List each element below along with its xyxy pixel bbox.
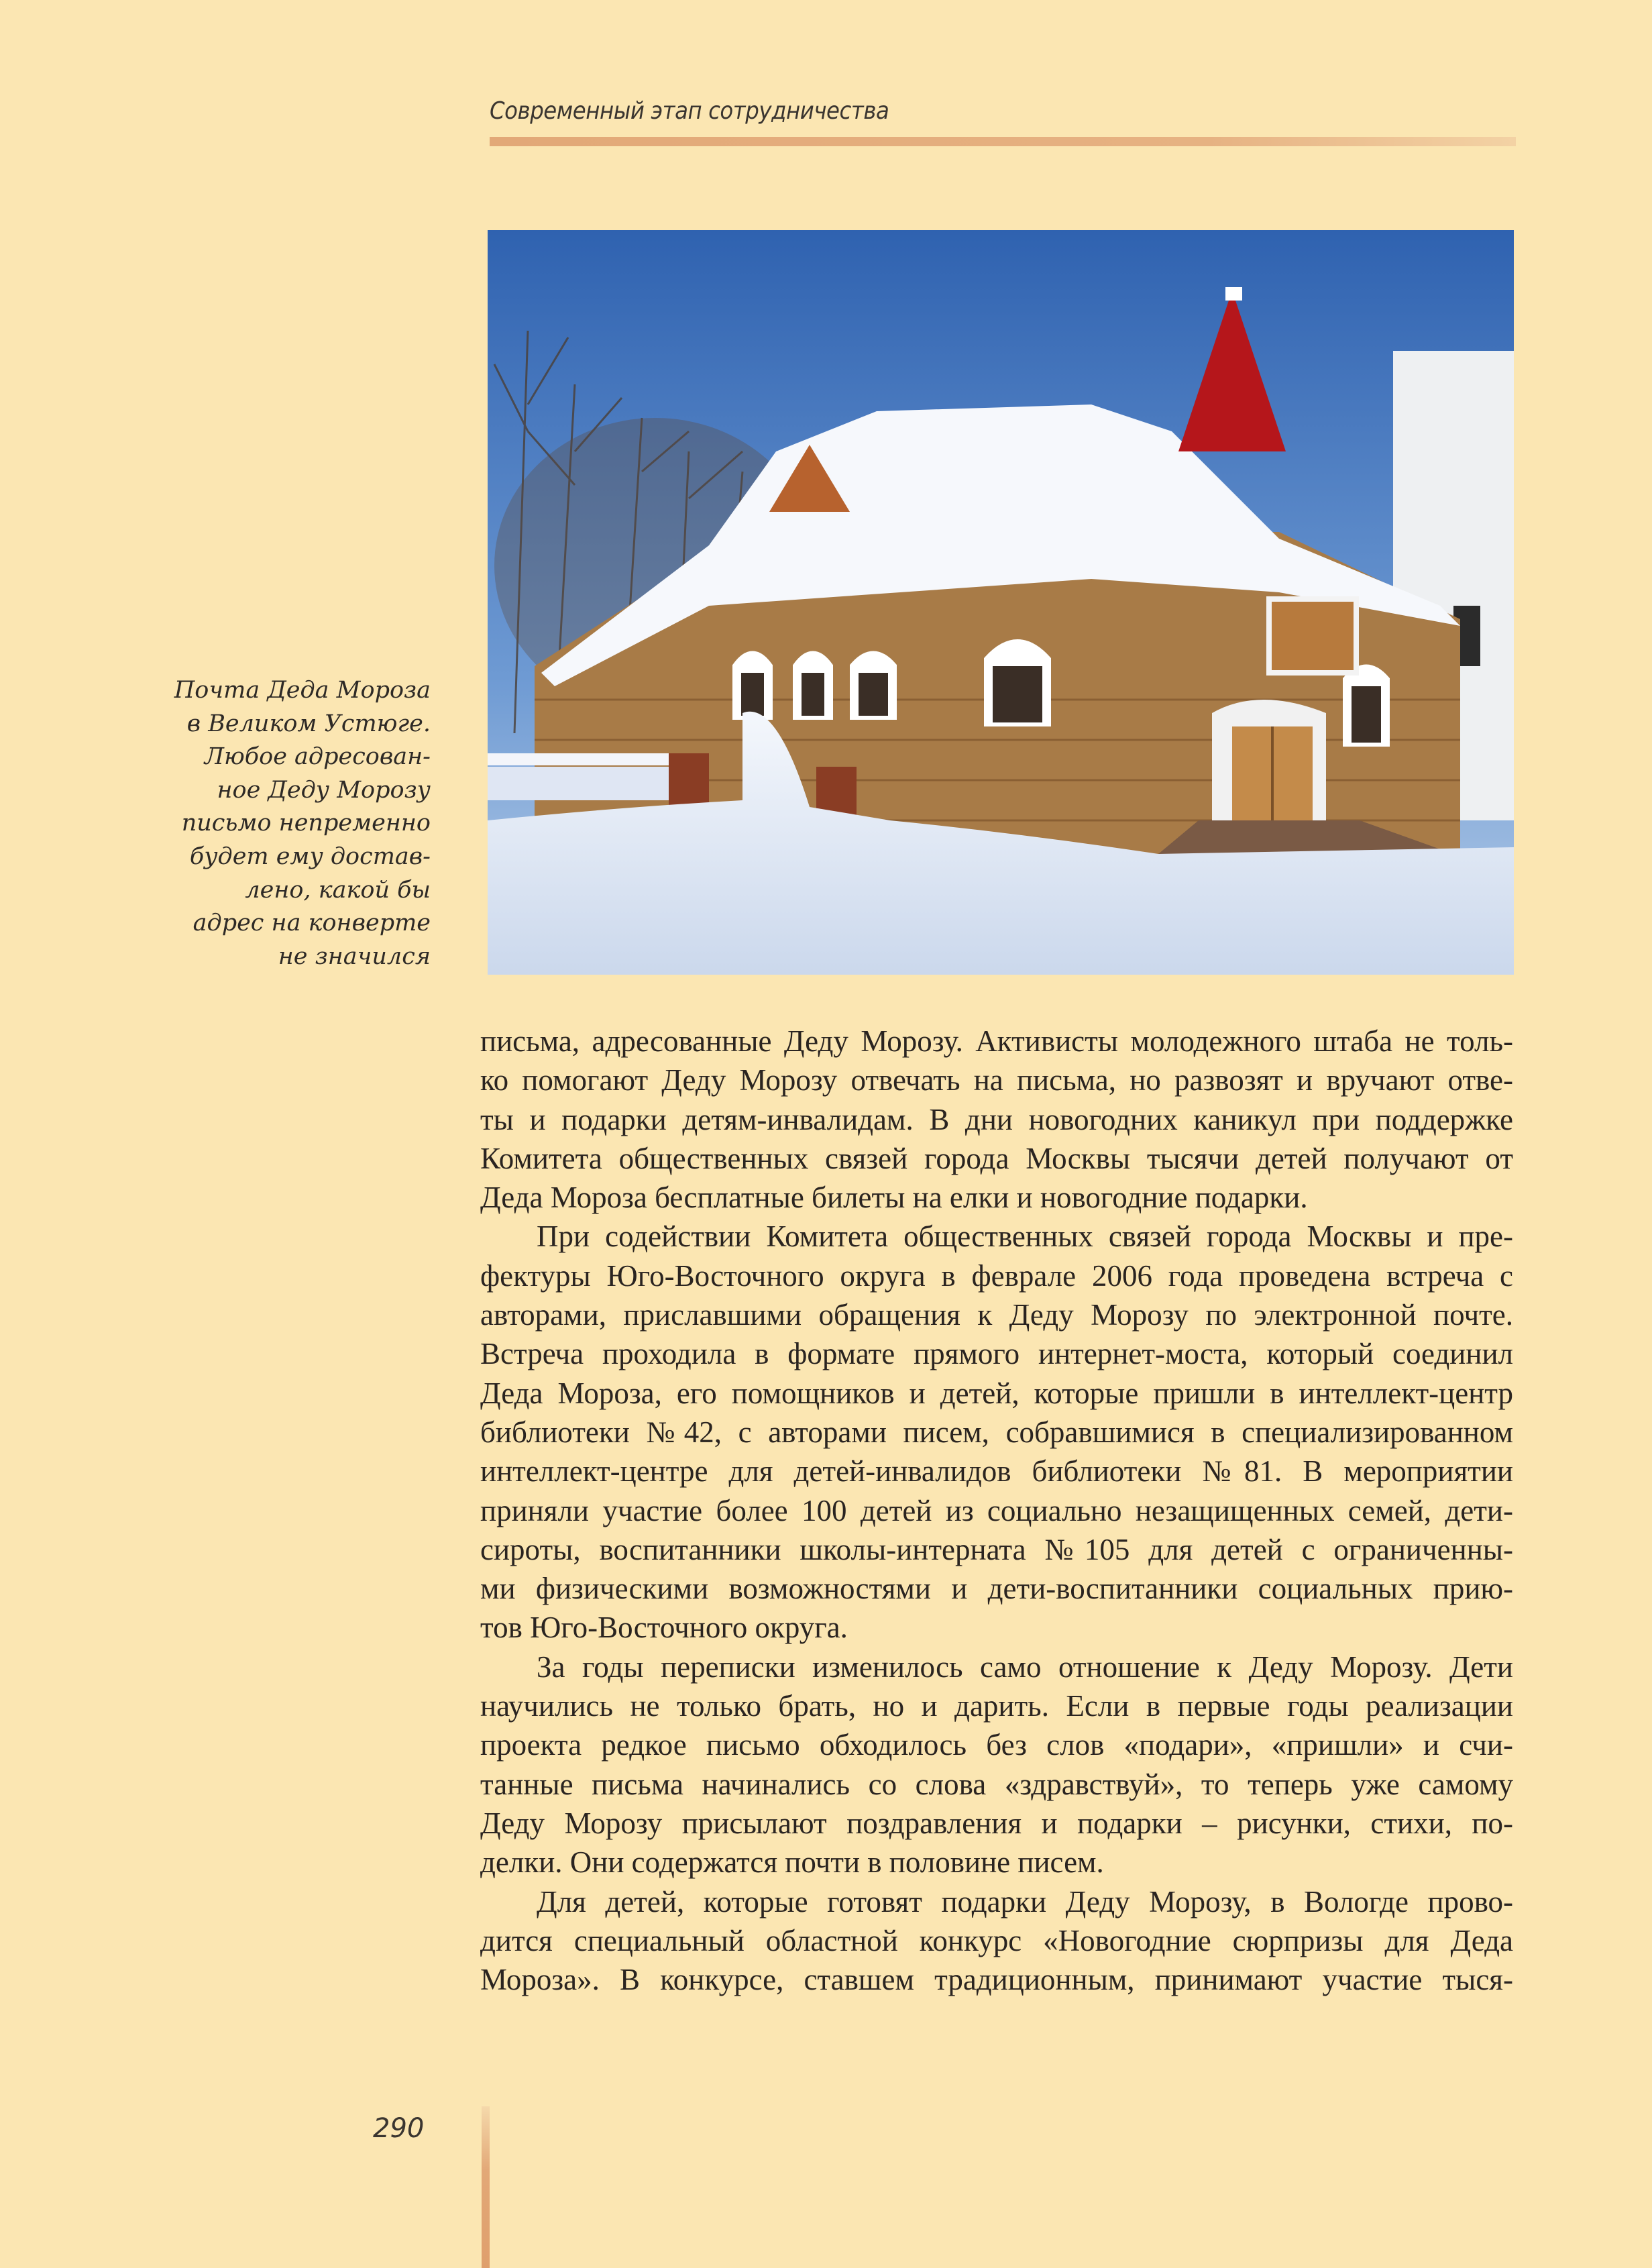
text-line: авторами, приславшими обращения к Деду Морозу по электронной почте.	[480, 1298, 1513, 1332]
caption-line: не значился	[278, 942, 431, 970]
body-text	[480, 1022, 1513, 1999]
text-line: приняли участие более 100 детей из социально незащищенных семей, дети-	[480, 1493, 1513, 1527]
caption-line: письмо непременно	[181, 810, 431, 837]
photo-ded-moroz-post-office	[488, 230, 1514, 975]
text-line: танные письма начинались со слова «здравствуй», то теперь уже самому	[480, 1767, 1513, 1801]
text-line: Комитета общественных связей города Москвы тысячи детей получают от	[480, 1141, 1513, 1175]
text-line: письма, адресованные Деду Морозу. Активисты молодежного штаба не толь-	[480, 1024, 1513, 1058]
text-line: Мороза». В конкурсе, ставшем традиционным, принимают участие тыся-	[480, 1963, 1513, 1997]
caption-line: Почта Деда Мороза	[174, 677, 431, 704]
caption-line: ное Деду Морозу	[217, 776, 431, 804]
paragraph	[480, 1648, 1513, 1882]
paragraph	[480, 1217, 1513, 1647]
paragraph	[480, 1882, 1513, 2000]
paragraph	[480, 1022, 1513, 1217]
caption-line: будет ему достав-	[189, 843, 431, 870]
text-line: дится специальный областной конкурс «Новогодние сюрпризы для Деда	[480, 1923, 1513, 1957]
page-number: 290	[373, 2113, 425, 2144]
text-line: Деда Мороза бесплатные билеты на елки и новогодние подарки.	[480, 1181, 1308, 1215]
caption-line: Любое адресован-	[204, 743, 431, 771]
text-line: Деду Морозу присылают поздравления и подарки – рисунки, стихи, по-	[480, 1806, 1513, 1840]
text-line: За годы переписки изменилось само отношение к Деду Морозу. Дети	[537, 1650, 1513, 1684]
text-line: Деда Мороза, его помощников и детей, которые пришли в интеллект-центр	[480, 1376, 1513, 1410]
text-line: научились не только брать, но и дарить. Если в первые годы реализации	[480, 1689, 1513, 1723]
text-line: При содействии Комитета общественных связей города Москвы и пре-	[537, 1220, 1513, 1254]
caption-line: в Великом Устюге.	[186, 710, 431, 737]
header-rule	[490, 137, 1516, 146]
text-line: Для детей, которые готовят подарки Деду Морозу, в Вологде прово-	[537, 1884, 1513, 1919]
text-line: фектуры Юго-Восточного округа в феврале 2006 года проведена встреча с	[480, 1258, 1513, 1293]
caption-line: лено, какой бы	[245, 876, 431, 904]
text-line: проекта редкое письмо обходилось без слов «подари», «пришли» и счи-	[480, 1728, 1513, 1762]
photo-caption	[161, 674, 431, 973]
text-line: интеллект-центре для детей-инвалидов библиотеки №81. В мероприятии	[480, 1454, 1513, 1489]
text-line: делки. Они содержатся почти в половине писем.	[480, 1845, 1104, 1880]
text-line: библиотеки №42, с авторами писем, собравшимися в специализированном	[480, 1415, 1513, 1449]
text-line: тов Юго-Восточного округа.	[480, 1611, 848, 1645]
text-line: сироты, воспитанники школы-интерната №105 для детей с ограниченны-	[480, 1532, 1513, 1566]
text-line: ко помогают Деду Морозу отвечать на письма, но развозят и вручают отве-	[480, 1063, 1513, 1097]
text-line: ты и подарки детям-инвалидам. В дни новогодних каникул при поддержке	[480, 1102, 1513, 1136]
margin-rule	[482, 2106, 490, 2268]
text-line: Встреча проходила в формате прямого интернет-моста, который соединил	[480, 1337, 1513, 1371]
text-line: ми физическими возможностями и дети-воспитанники социальных прию-	[480, 1572, 1513, 1606]
caption-line: адрес на конверте	[192, 910, 431, 937]
running-head: Современный этап сотрудничества	[490, 97, 889, 125]
